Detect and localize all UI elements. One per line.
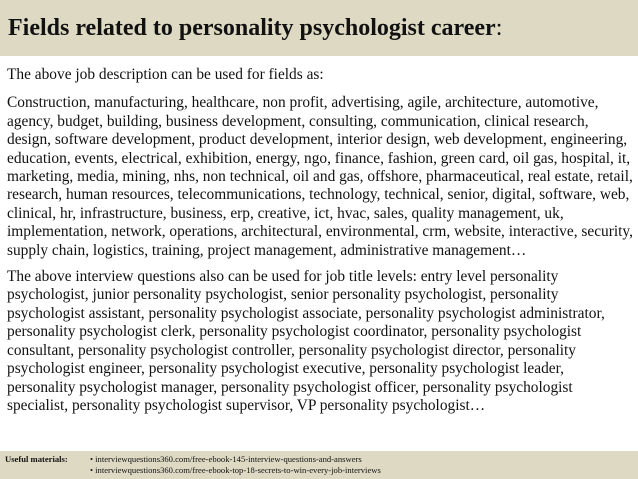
- useful-materials-label: [5, 454, 88, 465]
- useful-materials-label-colon: :: [64, 454, 68, 464]
- useful-materials-label-text: Useful materials: [5, 454, 65, 464]
- fields-paragraph: Construction, manufacturing, healthcare, non profit, advertising, agile, architecture, automotive, agency, budget, building, business development, consulting, communication, clinical research, design, software development, product development, interior design, web development, engineering, education, events, electrical, exhibition, energy, ngo, finance, fashion, green card, oil gas, hospital, it, marketing, media, mining, nhs, non technical, oil and gas, offshore, pharmaceutical, real estate, retail, research, human resources, telecommunications, technology, technical, senior, digital, software, web, clinical, hr, infrastructure, business, erp, creative, ict, hvac, sales, quality management, uk, implementation, network, operations, architectural, environmental, crm, website, interactive, security, supply chain, logistics, training, project management, administrative management…: [7, 94, 633, 259]
- footer-label-spacer: [5, 465, 88, 476]
- header-band: [0, 0, 638, 56]
- slide-title-colon: :: [495, 15, 503, 41]
- intro-paragraph: The above job description can be used for fields as:: [7, 66, 324, 83]
- slide-body: [7, 66, 635, 423]
- footer-row: [5, 465, 381, 476]
- footer-link-ebook-145[interactable]: • interviewquestions360.com/free-ebook-145-interview-questions-and-answers: [90, 454, 362, 464]
- footer-link-ebook-top-18[interactable]: • interviewquestions360.com/free-ebook-top-18-secrets-to-win-every-job-interviews: [90, 465, 381, 475]
- useful-materials: [5, 454, 381, 476]
- footer-row: [5, 454, 381, 465]
- job-levels-paragraph: The above interview questions also can be used for job title levels: entry level personality psychologist, junior personality psychologist, senior personality psychologist, personality psychologist assistant, personality psychologist associate, personality psychologist administrator, personality psychologist clerk, personality psychologist coordinator, personality psychologist consultant, personality psychologist controller, personality psychologist director, personality psychologist engineer, personality psychologist executive, personality psychologist leader, personality psychologist manager, personality psychologist officer, personality psychologist specialist, personality psychologist supervisor, VP personality psychologist…: [7, 268, 605, 414]
- footer-band: [0, 451, 638, 479]
- slide-title-text: Fields related to personality psychologist career: [8, 15, 496, 41]
- slide-title: [8, 14, 502, 42]
